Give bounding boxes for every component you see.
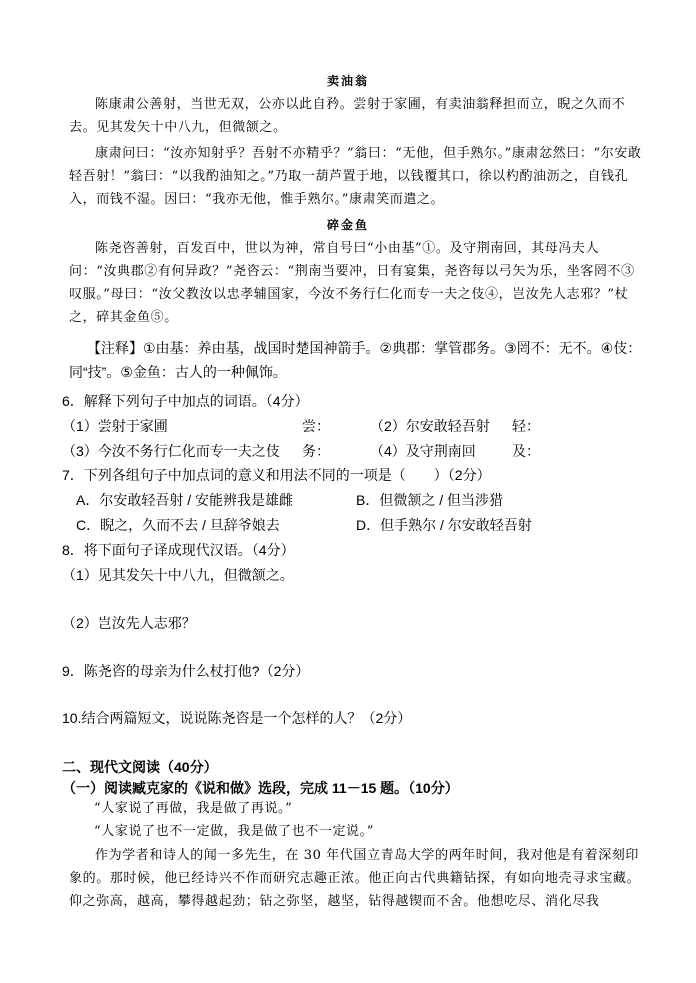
text2-title: 碎金鱼	[326, 218, 369, 232]
section2-paragraph-1: 作为学者和诗人的闻一多先生，在 30 年代国立青岛大学的两年时间，我对他是有着深刻印象的。那时候，他已经诗兴不作而研究志趣正浓。他正向古代典籍钻探，有如向地壳寻求宝藏。仰之弥高，越高，攀得越起劲；钻之弥坚，越坚，钻得越锲而不舍。他想吃尽、消化尽我	[69, 848, 641, 909]
q6-item-2-sentence: （2）尔安敢轻吾射	[370, 418, 490, 434]
q7-option-d: D．但手熟尔 / 尔安敢轻吾射	[356, 517, 532, 533]
q6-item-2-word: 轻：	[512, 418, 540, 434]
q10-stem: 10.结合两篇短文，说说陈尧咨是一个怎样的人？（2分）	[62, 710, 412, 726]
q6-item-4-word: 及：	[512, 443, 540, 459]
q6-item-3-sentence: （3）今汝不务行仁化而专一夫之伎	[62, 443, 280, 459]
section2-subheading: （一）阅读臧克家的《说和做》选段，完成 11－15 题。（10分）	[62, 780, 459, 796]
q6-stem: 6．解释下列句子中加点的词语。（4分）	[62, 393, 309, 409]
q6-item-1-sentence: （1）尝射于家圃	[62, 418, 168, 434]
q8-sentence-1: （1）见其发矢十中八九，但微颔之。	[62, 567, 294, 583]
annotation-notes: 【注释】①由基：养由基，战国时楚国神箭手。②典郡：掌管郡务。③罔不：无不。④伎：同“技”。⑤金鱼：古人的一种佩饰。	[69, 340, 642, 380]
q6-item-1-word: 尝：	[302, 418, 330, 434]
section2-quote-2: “人家说了也不一定做，我是做了也不一定说。”	[94, 824, 374, 839]
text2-paragraph-1: 陈尧咨善射，百发百中，世以为神，常自号曰“小由基”①。及守荆南回，其母冯夫人问：“汝典郡②有何异政？”尧咨云：“荆南当要冲，日有宴集，尧咨每以弓矢为乐，坐客罔不③叹服。”母曰：“汝父教汝以忠孝辅国家，今汝不务行仁化而专一夫之伎④，岂汝先人志邪？”杖之，碎其金鱼⑤。	[69, 241, 635, 325]
section2-quote-1: “人家说了再做，我是做了再说。”	[94, 801, 293, 816]
q6-item-3-word: 务：	[302, 443, 330, 459]
q9-stem: 9．陈尧咨的母亲为什么杖打他?（2分）	[62, 663, 310, 679]
q7-option-c: C．睨之，久而不去 / 旦辞爷娘去	[76, 517, 280, 533]
section2-heading: 二、现代文阅读（40分）	[62, 759, 218, 775]
text1-title: 卖油翁	[326, 74, 369, 88]
q7-option-a: A．尔安敢轻吾射 / 安能辨我是雄雌	[76, 492, 294, 508]
q7-option-b: B．但微颔之 / 但当涉猎	[356, 492, 504, 508]
text1-paragraph-2: 康肃问曰：“汝亦知射乎？吾射不亦精乎？”翁曰：“无他，但手熟尔。”康肃忿然曰：“尔安敢轻吾射！”翁曰：“以我酌油知之。”乃取一葫芦置于地，以钱覆其口，徐以杓酌油沥之，自钱孔入，而钱不湿。因曰：“我亦无他，惟手熟尔。”康肃笑而遣之。	[69, 146, 642, 207]
text1-paragraph-1: 陈康肃公善射，当世无双，公亦以此自矜。尝射于家圃，有卖油翁释担而立，睨之久而不去。见其发矢十中八九，但微颔之。	[69, 97, 626, 135]
q6-item-4-sentence: （4）及守荆南回	[370, 443, 476, 459]
q8-stem: 8．将下面句子译成现代汉语。（4分）	[62, 542, 295, 558]
q7-stem: 7．下列各组句子中加点词的意义和用法不同的一项是（ ）（2分）	[62, 467, 491, 483]
q8-sentence-2: （2）岂汝先人志邪？	[62, 615, 196, 631]
